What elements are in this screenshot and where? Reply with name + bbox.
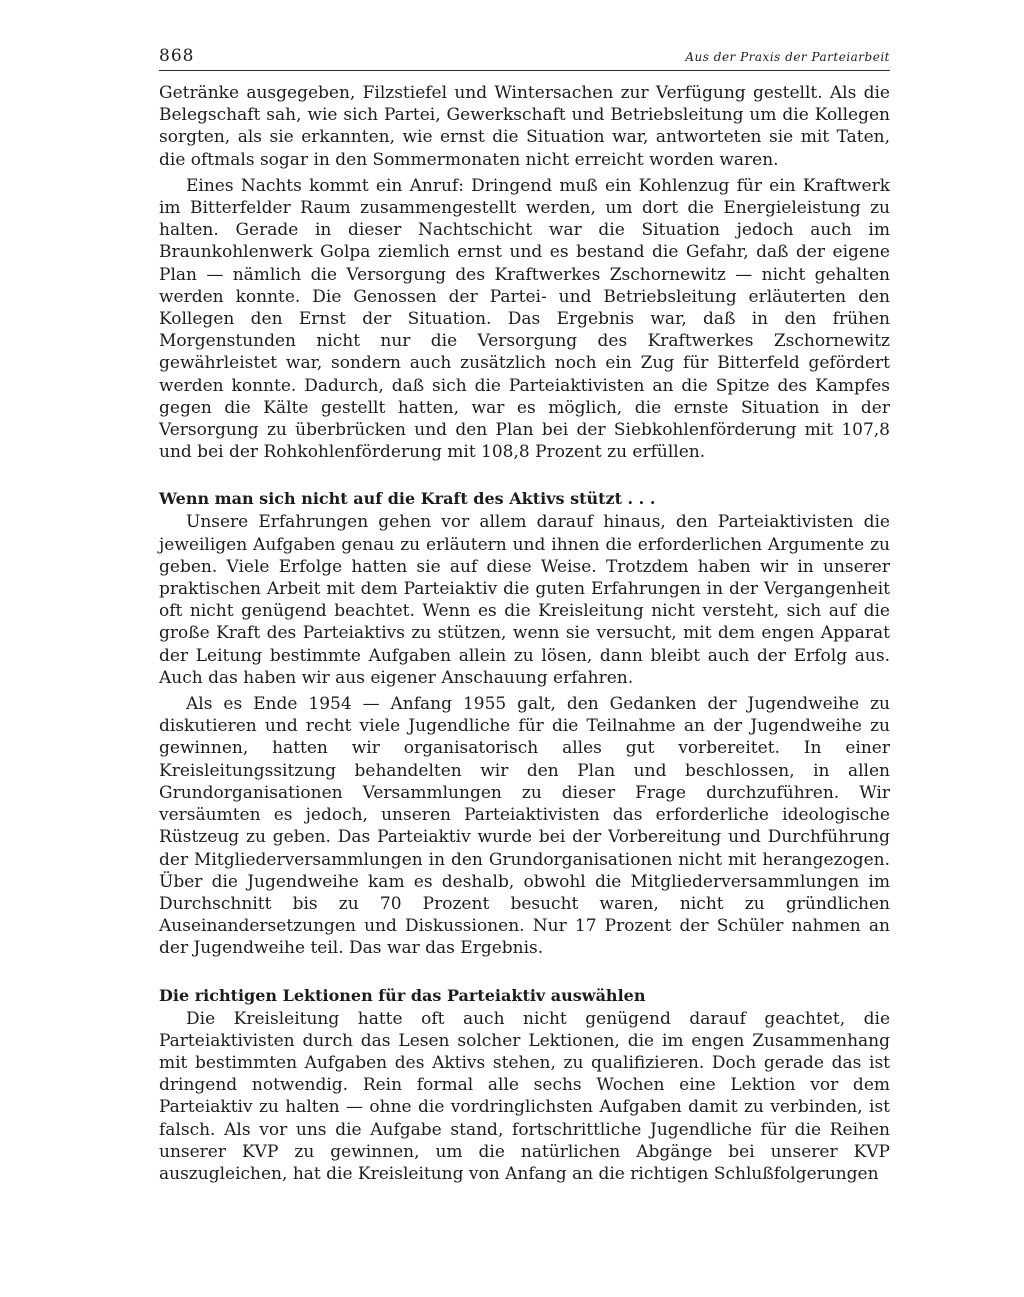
section-heading: Wenn man sich nicht auf die Kraft des Aktivs stützt . . . xyxy=(159,489,656,509)
page-header xyxy=(159,40,890,71)
paragraph: Eines Nachts kommt ein Anruf: Dringend muß ein Kohlenzug für ein Kraftwerk im Bitterfelder Raum zusammengestellt werden, um dort die Energieleistung zu halten. Gerade in dieser Nachtschicht war die Situation jedoch auch im Braunkohlenwerk Golpa ziemlich ernst und es bestand die Gefahr, daß der eigene Plan — nämlich die Versorgung des Kraftwerkes Zschornewitz — nicht gehalten werden konnte. Die Genossen der Partei- und Betriebsleitung erläuterten den Kollegen den Ernst der Situation. Das Ergebnis war, daß in den frühen Morgenstunden nicht nur die Versorgung des Kraftwerkes Zschornewitz gewährleistet war, sondern auch zusätzlich noch ein Zug für Bitterfeld gefördert werden konnte. Dadurch, daß sich die Parteiaktivisten an die Spitze des Kampfes gegen die Kälte gestellt hatten, war es möglich, die ernste Situation in der Versorgung zu überbrücken und den Plan bei der Siebkohlenförderung mit 107,8 und bei der Rohkohlenförderung mit 108,8 Prozent zu erfüllen. xyxy=(159,175,890,463)
section-heading: Die richtigen Lektionen für das Parteiaktiv auswählen xyxy=(159,985,646,1005)
document-page xyxy=(159,40,890,1189)
paragraph: Die Kreisleitung hatte oft auch nicht genügend darauf geachtet, die Parteiaktivisten durch das Lesen solcher Lektionen, die im engen Zusammenhang mit bestimmten Aufgaben des Aktivs stehen, zu qualifizieren. Doch gerade das ist dringend notwendig. Rein formal alle sechs Wochen eine Lektion vor dem Parteiaktiv zu halten — ohne die vordringlichsten Aufgaben damit zu verbinden, ist falsch. Als vor uns die Aufgabe stand, fortschrittliche Jugendliche für die Reihen unserer KVP zu gewinnen, um die natürlichen Abgänge bei unserer KVP auszugleichen, hat die Kreisleitung von Anfang an die richtigen Schlußfolgerungen xyxy=(159,1008,890,1184)
paragraph: Getränke ausgegeben, Filzstiefel und Wintersachen zur Verfügung gestellt. Als die Belegschaft sah, wie sich Partei, Gewerkschaft und Betriebsleitung um die Kollegen sorgten, als sie erkannten, wie ernst die Situation war, antworteten sie mit Taten, die oftmals sogar in den Sommermonaten nicht erreicht worden waren. xyxy=(159,83,890,170)
running-head: Aus der Praxis der Parteiarbeit xyxy=(685,50,890,64)
paragraph: Unsere Erfahrungen gehen vor allem darauf hinaus, den Parteiaktivisten die jeweiligen Aufgaben genau zu erläutern und ihnen die erforderlichen Argumente zu geben. Viele Erfolge hatten sie auf diese Weise. Trotzdem haben wir in unserer praktischen Arbeit mit dem Parteiaktiv die guten Erfahrungen in der Vergangenheit oft nicht genügend beachtet. Wenn es die Kreisleitung nicht versteht, sich auf die große Kraft des Parteiaktivs zu stützen, wenn sie versucht, mit dem engen Apparat der Leitung bestimmte Aufgaben allein zu lösen, dann bleibt auch der Erfolg aus. Auch das haben wir aus eigener Anschauung erfahren. xyxy=(159,512,890,688)
page-number: 868 xyxy=(159,46,195,66)
page-content xyxy=(159,82,890,1185)
paragraph: Als es Ende 1954 — Anfang 1955 galt, den Gedanken der Jugendweihe zu diskutieren und recht viele Jugendliche für die Teilnahme an der Jugendweihe zu gewinnen, hatten wir organisatorisch alles gut vorbereitet. In einer Kreisleitungssitzung behandelten wir den Plan und beschlossen, in allen Grundorganisationen Versammlungen zu dieser Frage durchzuführen. Wir versäumten es jedoch, unseren Parteiaktivisten das erforderliche ideologische Rüstzeug zu geben. Das Parteiaktiv wurde bei der Vorbereitung und Durchführung der Mitgliederversammlungen in den Grundorganisationen nicht mit herangezogen. Über die Jugendweihe kam es deshalb, obwohl die Mitgliederversammlungen im Durchschnitt bis zu 70 Prozent besucht waren, nicht zu gründlichen Auseinandersetzungen und Diskussionen. Nur 17 Prozent der Schüler nahmen an der Jugendweihe teil. Das war das Ergebnis. xyxy=(159,694,890,959)
